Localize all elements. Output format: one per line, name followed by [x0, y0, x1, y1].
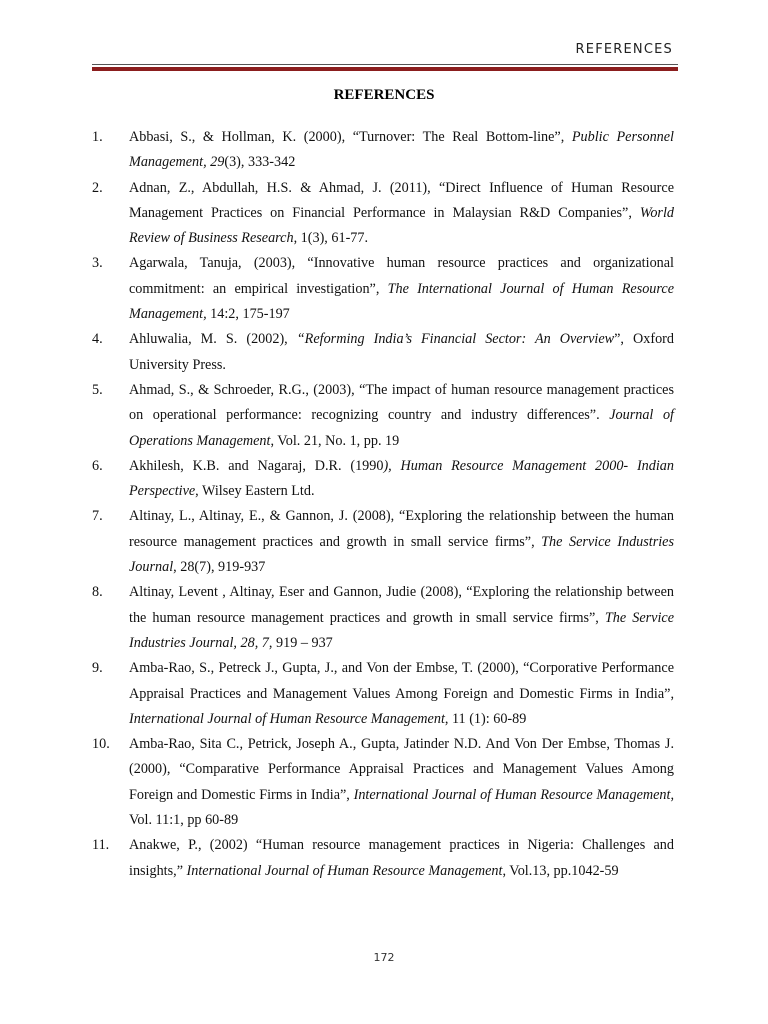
reference-segment: , 919 – 937	[268, 634, 333, 651]
reference-segment: 14:2, 175-197	[206, 306, 290, 323]
reference-segment: Anakwe, P., (2002) “Human resource management practices in Nigeria: Challenges and insights,”	[129, 837, 674, 879]
reference-text	[129, 125, 674, 176]
header-rule-thin	[92, 64, 678, 65]
reference-number: 8.	[92, 584, 103, 601]
page-number: 172	[373, 951, 395, 964]
reference-text	[129, 176, 674, 252]
reference-segment: Ahmad, S., & Schroeder, R.G., (2003), “The impact of human resource management practices on operational performance: recognizing country and industry differences”.	[129, 381, 674, 424]
reference-segment: , 28(7), 919-937	[173, 559, 266, 576]
reference-number: 10.	[92, 736, 110, 753]
reference-number: 1.	[92, 129, 103, 145]
reference-source-italic: ), Human Resource Management 2000- Indian Perspective	[129, 457, 674, 500]
reference-source-italic: International Journal of Human Resource Management,	[353, 786, 674, 803]
reference-segment: Ahluwalia, M. S. (2002),	[129, 331, 297, 348]
reference-item	[92, 378, 674, 454]
reference-segment: Adnan, Z., Abdullah, H.S. & Ahmad, J. (2011), “Direct Influence of Human Resource Management Practices on Financial Performance in Malaysian R&D Companies”,	[129, 179, 674, 221]
reference-source-italic: The International Journal of Human Resource Management,	[129, 280, 674, 323]
reference-source-italic: Journal of Operations Management	[129, 407, 674, 449]
reference-source-italic: Public Personnel Management, 29	[129, 129, 675, 171]
reference-segment: Abbasi, S., & Hollman, K. (2000), “Turnover: The Real Bottom-line”,	[129, 129, 572, 145]
running-header: REFERENCES	[575, 42, 673, 57]
reference-item	[92, 504, 674, 580]
reference-item	[92, 327, 674, 378]
reference-item	[92, 656, 674, 732]
reference-list	[92, 125, 674, 884]
reference-segment: Vol. 11:1, pp 60-89	[129, 812, 239, 829]
reference-number: 4.	[92, 331, 103, 348]
reference-item	[92, 251, 674, 327]
reference-segment: Amba-Rao, Sita C., Petrick, Joseph A., Gupta, Jatinder N.D. And Von Der Embse, Thomas J. (2000), “Comparative Performance Appraisal Practices and Management Values Among Foreign and Domestic Firms in India”,	[129, 736, 674, 803]
reference-segment: Agarwala, Tanuja, (2003), “Innovative human resource practices and organizational commitment: an empirical investigation”,	[129, 255, 674, 297]
reference-text	[129, 656, 674, 732]
reference-source-italic: “Reforming India’s Financial Sector: An Overview	[296, 331, 615, 348]
reference-number: 9.	[92, 660, 103, 677]
reference-text	[129, 454, 674, 505]
reference-number: 7.	[92, 508, 103, 525]
reference-text	[129, 327, 674, 378]
reference-segment: , Wilsey Eastern Ltd.	[195, 483, 315, 500]
reference-segment: , 11 (1): 60-89	[444, 710, 527, 727]
reference-text	[129, 833, 674, 884]
reference-text	[129, 580, 674, 656]
header-rule-accent	[92, 67, 678, 71]
reference-text	[129, 378, 674, 454]
reference-segment: ”, Oxford University Press.	[129, 331, 674, 373]
reference-source-italic: International Journal of Human Resource Management	[129, 710, 445, 727]
reference-segment: Amba-Rao, S., Petreck J., Gupta, J., and Von der Embse, T. (2000), “Corporative Performance Appraisal Practices and Management Values Among Foreign and Domestic Firms in India”,	[129, 660, 674, 702]
reference-segment: Akhilesh, K.B. and Nagaraj, D.R. (1990	[129, 457, 384, 474]
page-title: REFERENCES	[333, 87, 435, 103]
reference-segment: , Vol.13, pp.1042-59	[502, 862, 619, 879]
reference-item	[92, 732, 674, 833]
reference-number: 5.	[92, 381, 103, 398]
reference-text	[129, 251, 674, 327]
reference-segment: Altinay, Levent , Altinay, Eser and Gannon, Judie (2008), “Exploring the relationship between the human resource management practices and growth in small service firms”,	[129, 584, 674, 626]
reference-segment: Altinay, L., Altinay, E., & Gannon, J. (2008), “Exploring the relationship between the human resource management practices and growth in small service firms”,	[129, 508, 674, 550]
reference-text	[129, 504, 674, 580]
reference-source-italic: International Journal of Human Resource Management	[186, 862, 503, 879]
reference-item	[92, 580, 674, 656]
reference-source-italic: The Service Industries Journal, 28, 7	[129, 609, 674, 651]
reference-number: 6.	[92, 457, 103, 474]
reference-item	[92, 176, 674, 252]
reference-number: 11.	[92, 837, 110, 854]
reference-source-italic: World Review of Business Research	[129, 204, 674, 247]
reference-source-italic: The Service Industries Journal	[129, 533, 674, 576]
reference-segment: (3), 333-342	[224, 154, 296, 171]
reference-number: 2.	[92, 179, 103, 196]
reference-text	[129, 732, 674, 833]
reference-number: 3.	[92, 255, 103, 272]
reference-item	[92, 454, 674, 505]
reference-segment: , 1(3), 61-77.	[293, 230, 369, 247]
reference-item	[92, 125, 674, 176]
reference-segment: , Vol. 21, No. 1, pp. 19	[270, 432, 400, 449]
reference-item	[92, 833, 674, 884]
